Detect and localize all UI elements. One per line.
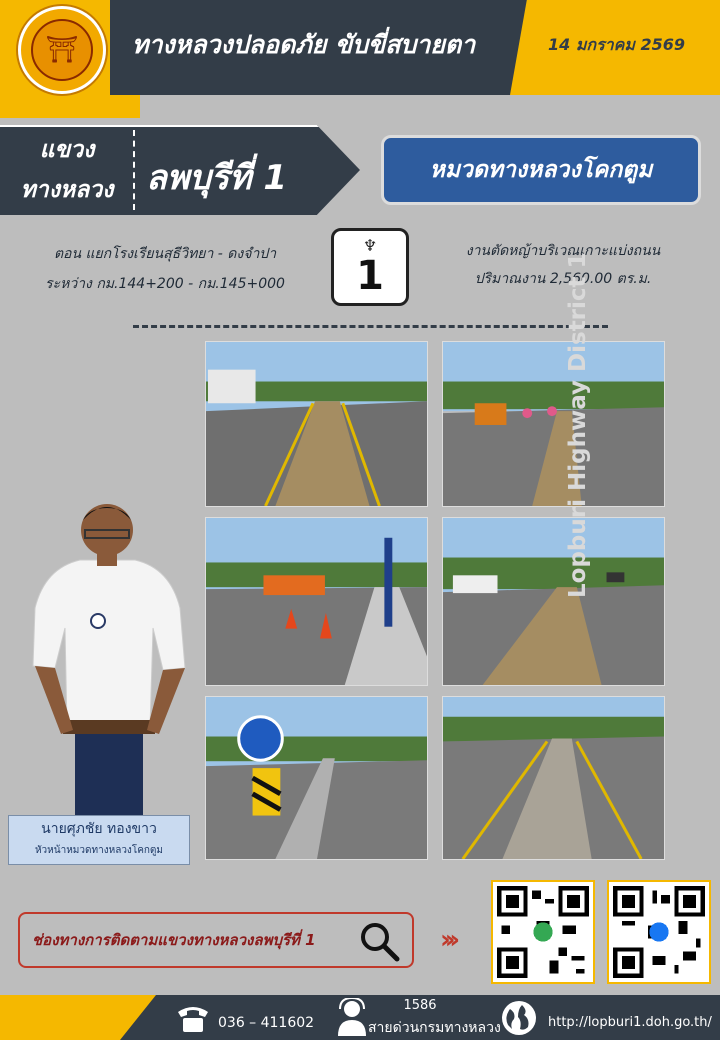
department-logo: [18, 6, 106, 94]
chevron-right-icon: ›››: [440, 925, 455, 955]
follow-channels-text: ช่องทางการติดตามแขวงทางหลวงลพบุรีที่ 1: [32, 931, 316, 949]
work-photo-3: [205, 517, 428, 686]
person-position: หัวหน้าหมวดทางหลวงโคกตูม: [34, 845, 164, 856]
follow-channels-box[interactable]: [18, 912, 414, 968]
work-photo-4: [442, 517, 665, 686]
work-photo-5: [205, 696, 428, 860]
work-description: งานตัดหญ้าบริเวณเกาะแบ่งถนน: [465, 243, 661, 259]
work-quantity: ปริมาณงาน 2,560.00 ตร.ม.: [474, 271, 652, 287]
unit-name: หมวดทางหลวงโคกตูม: [429, 157, 653, 183]
district-divider: [133, 130, 135, 210]
search-icon: [358, 920, 400, 962]
garuda-icon: ♆: [362, 236, 378, 255]
footer-phone[interactable]: 036 – 411602: [218, 1015, 315, 1031]
district-label: [12, 130, 122, 210]
watermark: Lopburi Highway District 1: [565, 252, 591, 598]
header-date: 14 มกราคม 2569: [548, 35, 685, 54]
header-title: ทางหลวงปลอดภัย ขับขี่สบายตา: [132, 30, 476, 59]
qr-code-maps[interactable]: [491, 880, 595, 984]
person-photo: [25, 498, 190, 816]
footer-hotline-label: สายด่วนกรมทางหลวง: [368, 1020, 501, 1036]
district-label-line2: ทางหลวง: [20, 177, 114, 203]
globe-icon: [500, 999, 538, 1037]
footer-website-link[interactable]: http://lopburi1.doh.go.th/: [548, 1015, 712, 1030]
work-photo-1: [205, 341, 428, 507]
qr-code-facebook[interactable]: [607, 880, 711, 984]
unit-box: [381, 135, 701, 205]
section-divider: [133, 325, 608, 328]
district-name: ลพบุรีที่ 1: [146, 158, 287, 198]
location-range: ระหว่าง กม.144+200 - กม.145+000: [45, 276, 285, 292]
route-number: 1: [356, 253, 384, 299]
district-label-line1: แขวง: [39, 137, 95, 163]
location-segment: ตอน แยกโรงเรียนสุธีวิทยา - ดงจำปา: [53, 246, 277, 262]
work-photo-2: [442, 341, 665, 507]
logo-emblem-icon: ⛩: [31, 19, 93, 81]
footer-hotline-number[interactable]: 1586: [403, 998, 437, 1013]
work-photo-6: [442, 696, 665, 860]
phone-icon: [175, 1002, 211, 1034]
call-center-icon: [336, 998, 368, 1036]
person-name: นายศุภชัย ทองขาว: [41, 821, 157, 837]
route-number-sign: [331, 228, 409, 306]
